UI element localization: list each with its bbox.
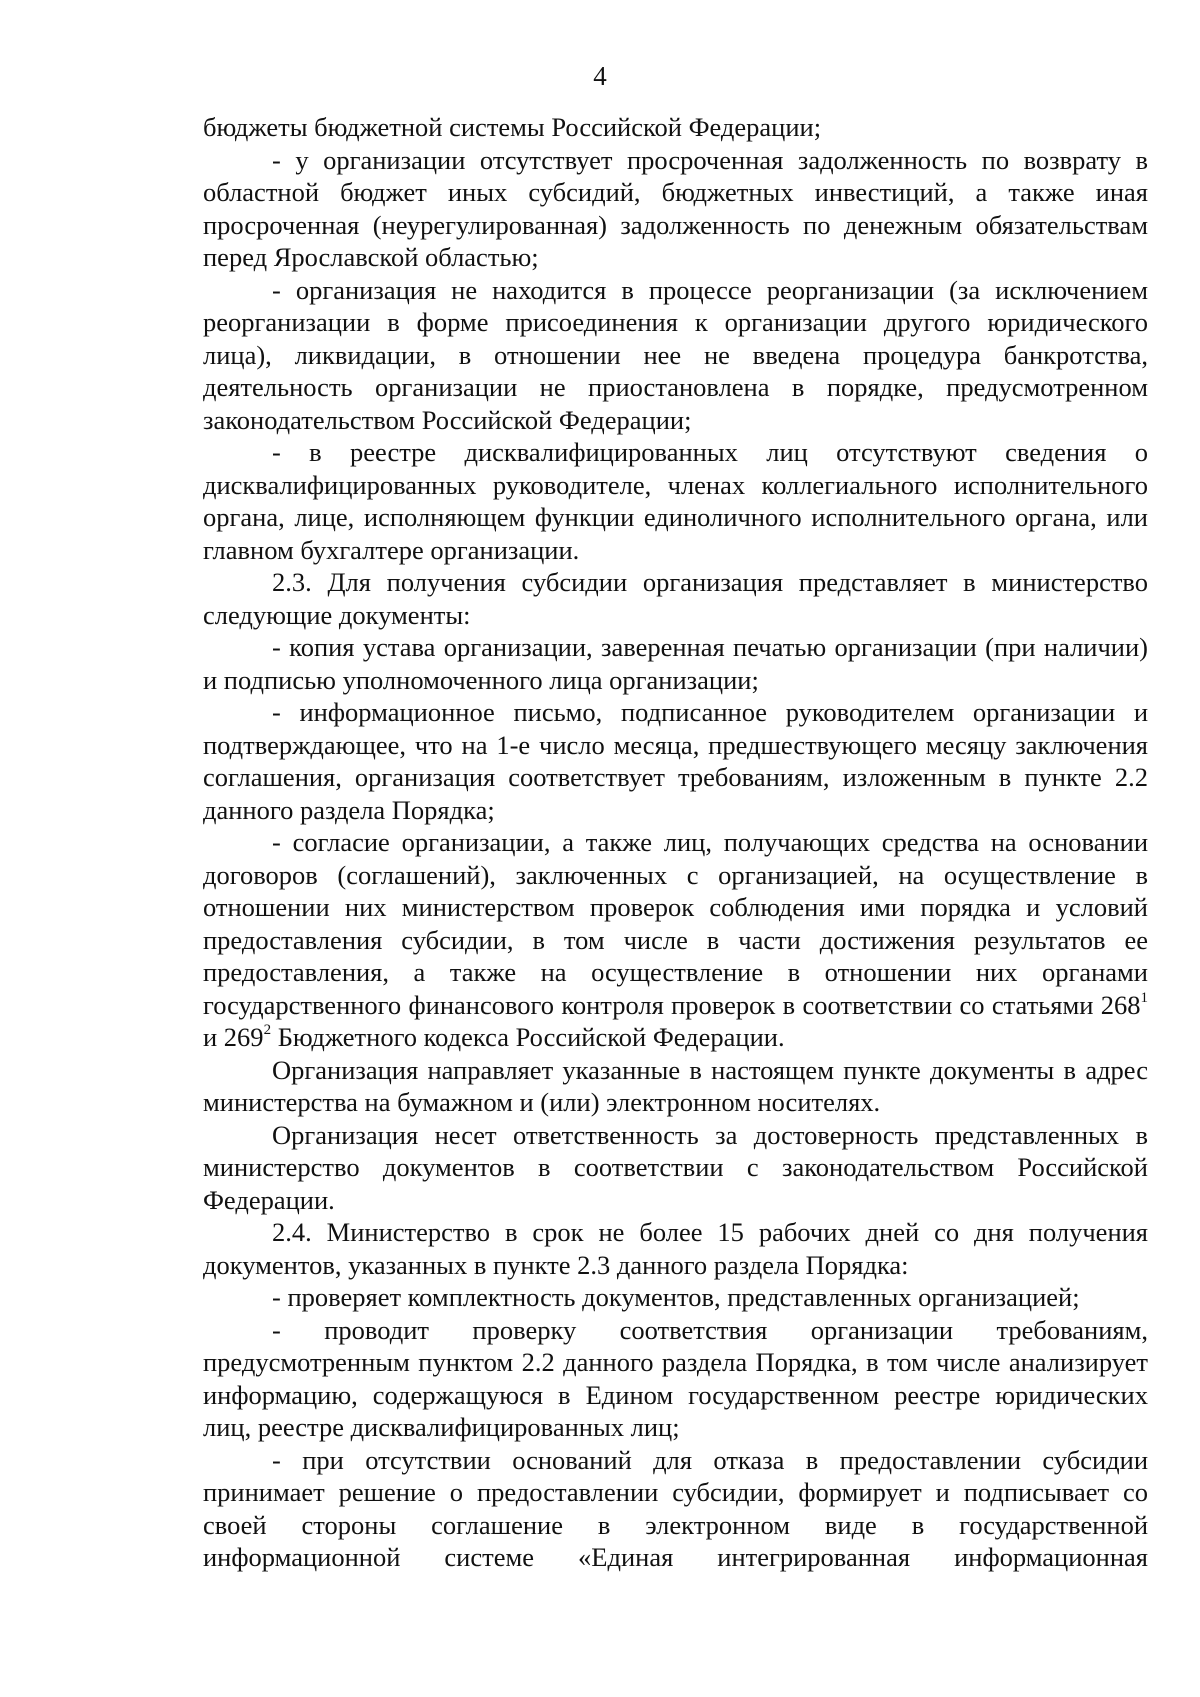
paragraph-no-reorganization: - организация не находится в процессе реорганизации (за исключением реорганизации в форме присоединения к организации другого юридического лица), ликвидации, в отношении нее не введена процедура банкротства, деятельность организации не приостановлена в порядке, предусмотренном законодательством Российской Федерации; xyxy=(203,274,1148,435)
paragraph-disqualified-registry: - в реестре дисквалифицированных лиц отсутствуют сведения о дисквалифицированных руководителе, членах коллегиального исполнительного органа, лице, исполняющем функции единоличного исполнительного органа, или главном бухгалтере организации. xyxy=(203,437,1148,565)
paragraph-section-2-4: 2.4. Министерство в срок не более 15 рабочих дней со дня получения документов, указанных в пункте 2.3 данного раздела Порядка: xyxy=(203,1217,1148,1280)
paragraph-check-completeness: - проверяет комплектность документов, представленных организацией; xyxy=(272,1282,1080,1312)
paragraph-information-letter: - информационное письмо, подписанное руководителем организации и подтверждающее, что на 1-е число месяца, предшествующего месяцу заключения соглашения, организация соответствует требованиям, изложенным в пункте 2.2 данного раздела Порядка; xyxy=(203,697,1148,825)
paragraph-charter-copy: - копия устава организации, заверенная печатью организации (при наличии) и подписью уполномоченного лица организации; xyxy=(203,632,1148,695)
paragraph-consent xyxy=(203,826,1148,1054)
consent-text-after: Бюджетного кодекса Российской Федерации. xyxy=(271,1022,785,1052)
paragraph-check-compliance: - проводит проверку соответствия организации требованиям, предусмотренным пунктом 2.2 данного раздела Порядка, в том числе анализирует информацию, содержащуюся в Едином государственном реестре юридических лиц, реестре дисквалифицированных лиц; xyxy=(203,1314,1148,1442)
page-number: 4 xyxy=(593,61,607,91)
paragraph-documents-delivery: Организация направляет указанные в настоящем пункте документы в адрес министерства на бумажном и (или) электронном носителях. xyxy=(203,1054,1148,1117)
paragraph-no-overdue-debt: - у организации отсутствует просроченная задолженность по возврату в областной бюджет иных субсидий, бюджетных инвестиций, а также иная просроченная (неурегулированная) задолженность по денежным обязательствам перед Ярославской областью; xyxy=(203,144,1148,272)
document-body xyxy=(203,111,1148,1574)
consent-text-mid: и 269 xyxy=(203,1022,264,1052)
paragraph-decision: - при отсутствии оснований для отказа в предоставлении субсидии принимает решение о предоставлении субсидии, формирует и подписывает со своей стороны соглашение в электронном виде в государственной информационной системе «Единая интегрированная информационная xyxy=(203,1444,1148,1572)
superscript-1: 1 xyxy=(1140,989,1148,1006)
paragraph-budget-continuation: бюджеты бюджетной системы Российской Федерации; xyxy=(203,112,822,142)
paragraph-section-2-3: 2.3. Для получения субсидии организация представляет в министерство следующие документы: xyxy=(203,567,1148,630)
superscript-2: 2 xyxy=(263,1022,272,1039)
paragraph-responsibility: Организация несет ответственность за достоверность представленных в министерство документов в соответствии с законодательством Российской Федерации. xyxy=(203,1119,1148,1215)
consent-text-before: - согласие организации, а также лиц, получающих средства на основании договоров (соглашений), заключенных с организацией, на осуществление в отношении них министерством проверок соблюдения ими порядка и условий предоставления субсидии, в том числе в части достижения результатов ее предоставления, а также на осуществление в отношении них органами государственного финансового контроля проверок в соответствии со статьями 268 xyxy=(203,827,1148,1020)
